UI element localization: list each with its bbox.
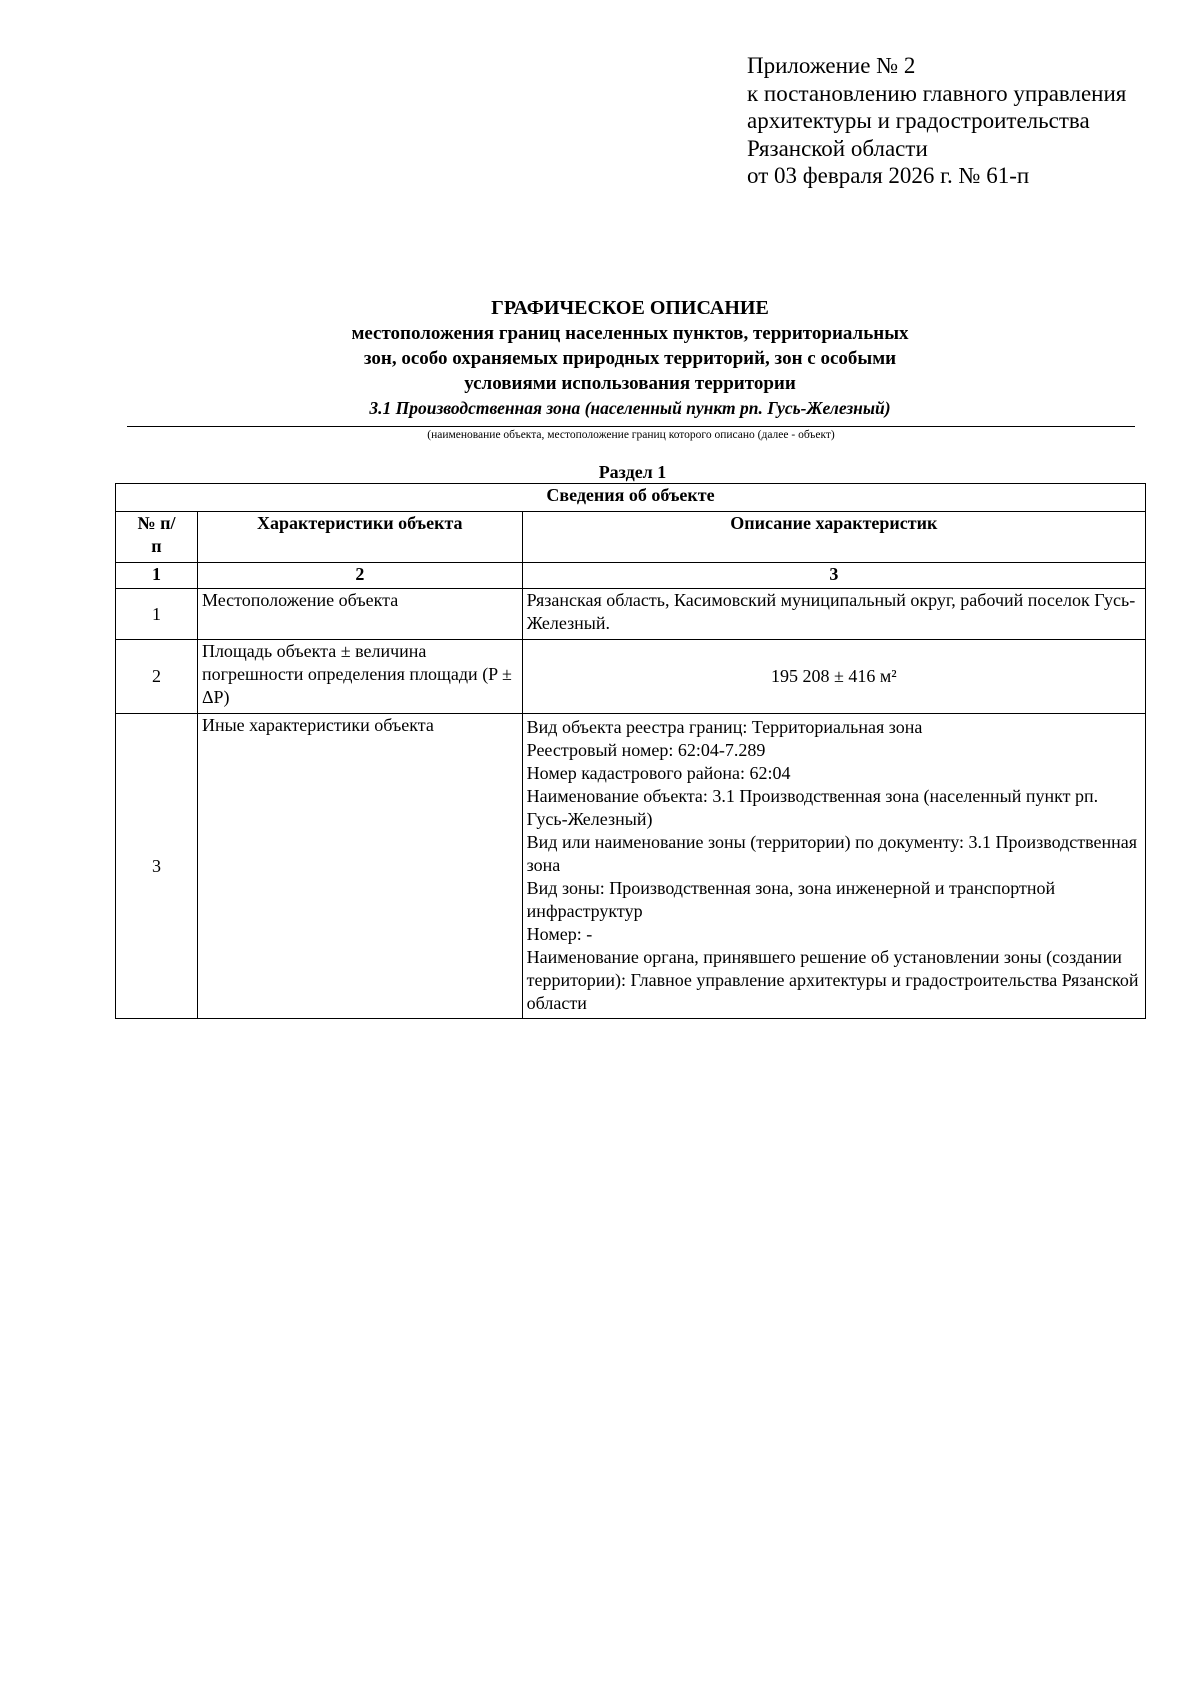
description-line: Вид объекта реестра границ: Территориальная зона (526, 717, 923, 737)
table-header-row (116, 512, 1146, 563)
description-line: Вид зоны: Производственная зона, зона инженерной и транспортной инфраструктур (526, 878, 1056, 921)
document-subtitle-line: зон, особо охраняемых природных территорий, зон с особыми (363, 348, 897, 369)
header-number-index: 3 (522, 563, 1145, 589)
description-line: Наименование объекта: 3.1 Производственная зона (населенный пункт рп. Гусь-Железный) (526, 786, 1099, 829)
table-row (116, 640, 1146, 714)
annex-line: Рязанской области (747, 135, 928, 161)
annex-line: от 03 февраля 2026 г. № 61-п (747, 163, 1030, 188)
description-line: Рязанская область, Касимовский муниципальный округ, рабочий поселок Гусь-Железный. (526, 590, 1136, 633)
description-line: Номер: - (526, 924, 593, 944)
description-line: Вид или наименование зоны (территории) по документу: 3.1 Производственная зона (526, 832, 1138, 875)
row-description (522, 589, 1145, 640)
header-number-index: 1 (116, 563, 198, 589)
annex-header (747, 52, 1126, 190)
row-number: 1 (116, 589, 198, 640)
underline-rule (127, 426, 1135, 427)
table-title-row (116, 484, 1146, 512)
row-characteristic: Иные характеристики объекта (197, 714, 522, 1019)
annex-line: архитектуры и градостроительства (747, 108, 1090, 133)
header-characteristic: Характеристики объекта (197, 512, 522, 563)
section-title: Раздел 1 (598, 462, 667, 482)
row-number: 2 (116, 640, 198, 714)
header-number: № п/п (116, 512, 198, 563)
row-number: 3 (116, 714, 198, 1019)
table-title: Сведения об объекте (116, 484, 1146, 512)
header-number-index: 2 (197, 563, 522, 589)
description-line: 195 208 ± 416 м² (771, 666, 897, 686)
object-caption: (наименование объекта, местоположение границ которого описано (далее - объект) (427, 429, 835, 441)
document-title-block (120, 296, 1140, 420)
table-row (116, 714, 1146, 1019)
document-title: ГРАФИЧЕСКОЕ ОПИСАНИЕ (491, 297, 769, 319)
row-description (522, 640, 1145, 714)
header-description: Описание характеристик (522, 512, 1145, 563)
document-subtitle-line: условиями использования территории (464, 373, 796, 394)
table-header-numbers-row (116, 563, 1146, 589)
row-characteristic: Площадь объекта ± величина погрешности определения площади (P ± ΔP) (197, 640, 522, 714)
object-name: 3.1 Производственная зона (населенный пункт рп. Гусь-Железный) (369, 398, 891, 418)
annex-line: Приложение № 2 (747, 53, 916, 78)
description-line: Реестровый номер: 62:04-7.289 (526, 740, 766, 760)
row-characteristic: Местоположение объекта (197, 589, 522, 640)
description-line: Номер кадастрового района: 62:04 (526, 763, 791, 783)
description-line: Наименование органа, принявшего решение об установлении зоны (создании территории): Главное управление архитектуры и градостроительства Рязанской области (526, 947, 1139, 1013)
row-description (522, 714, 1145, 1019)
document-subtitle-line: местоположения границ населенных пунктов, территориальных (351, 323, 909, 344)
object-info-table (115, 483, 1146, 1019)
table-row (116, 589, 1146, 640)
annex-line: к постановлению главного управления (747, 80, 1127, 106)
